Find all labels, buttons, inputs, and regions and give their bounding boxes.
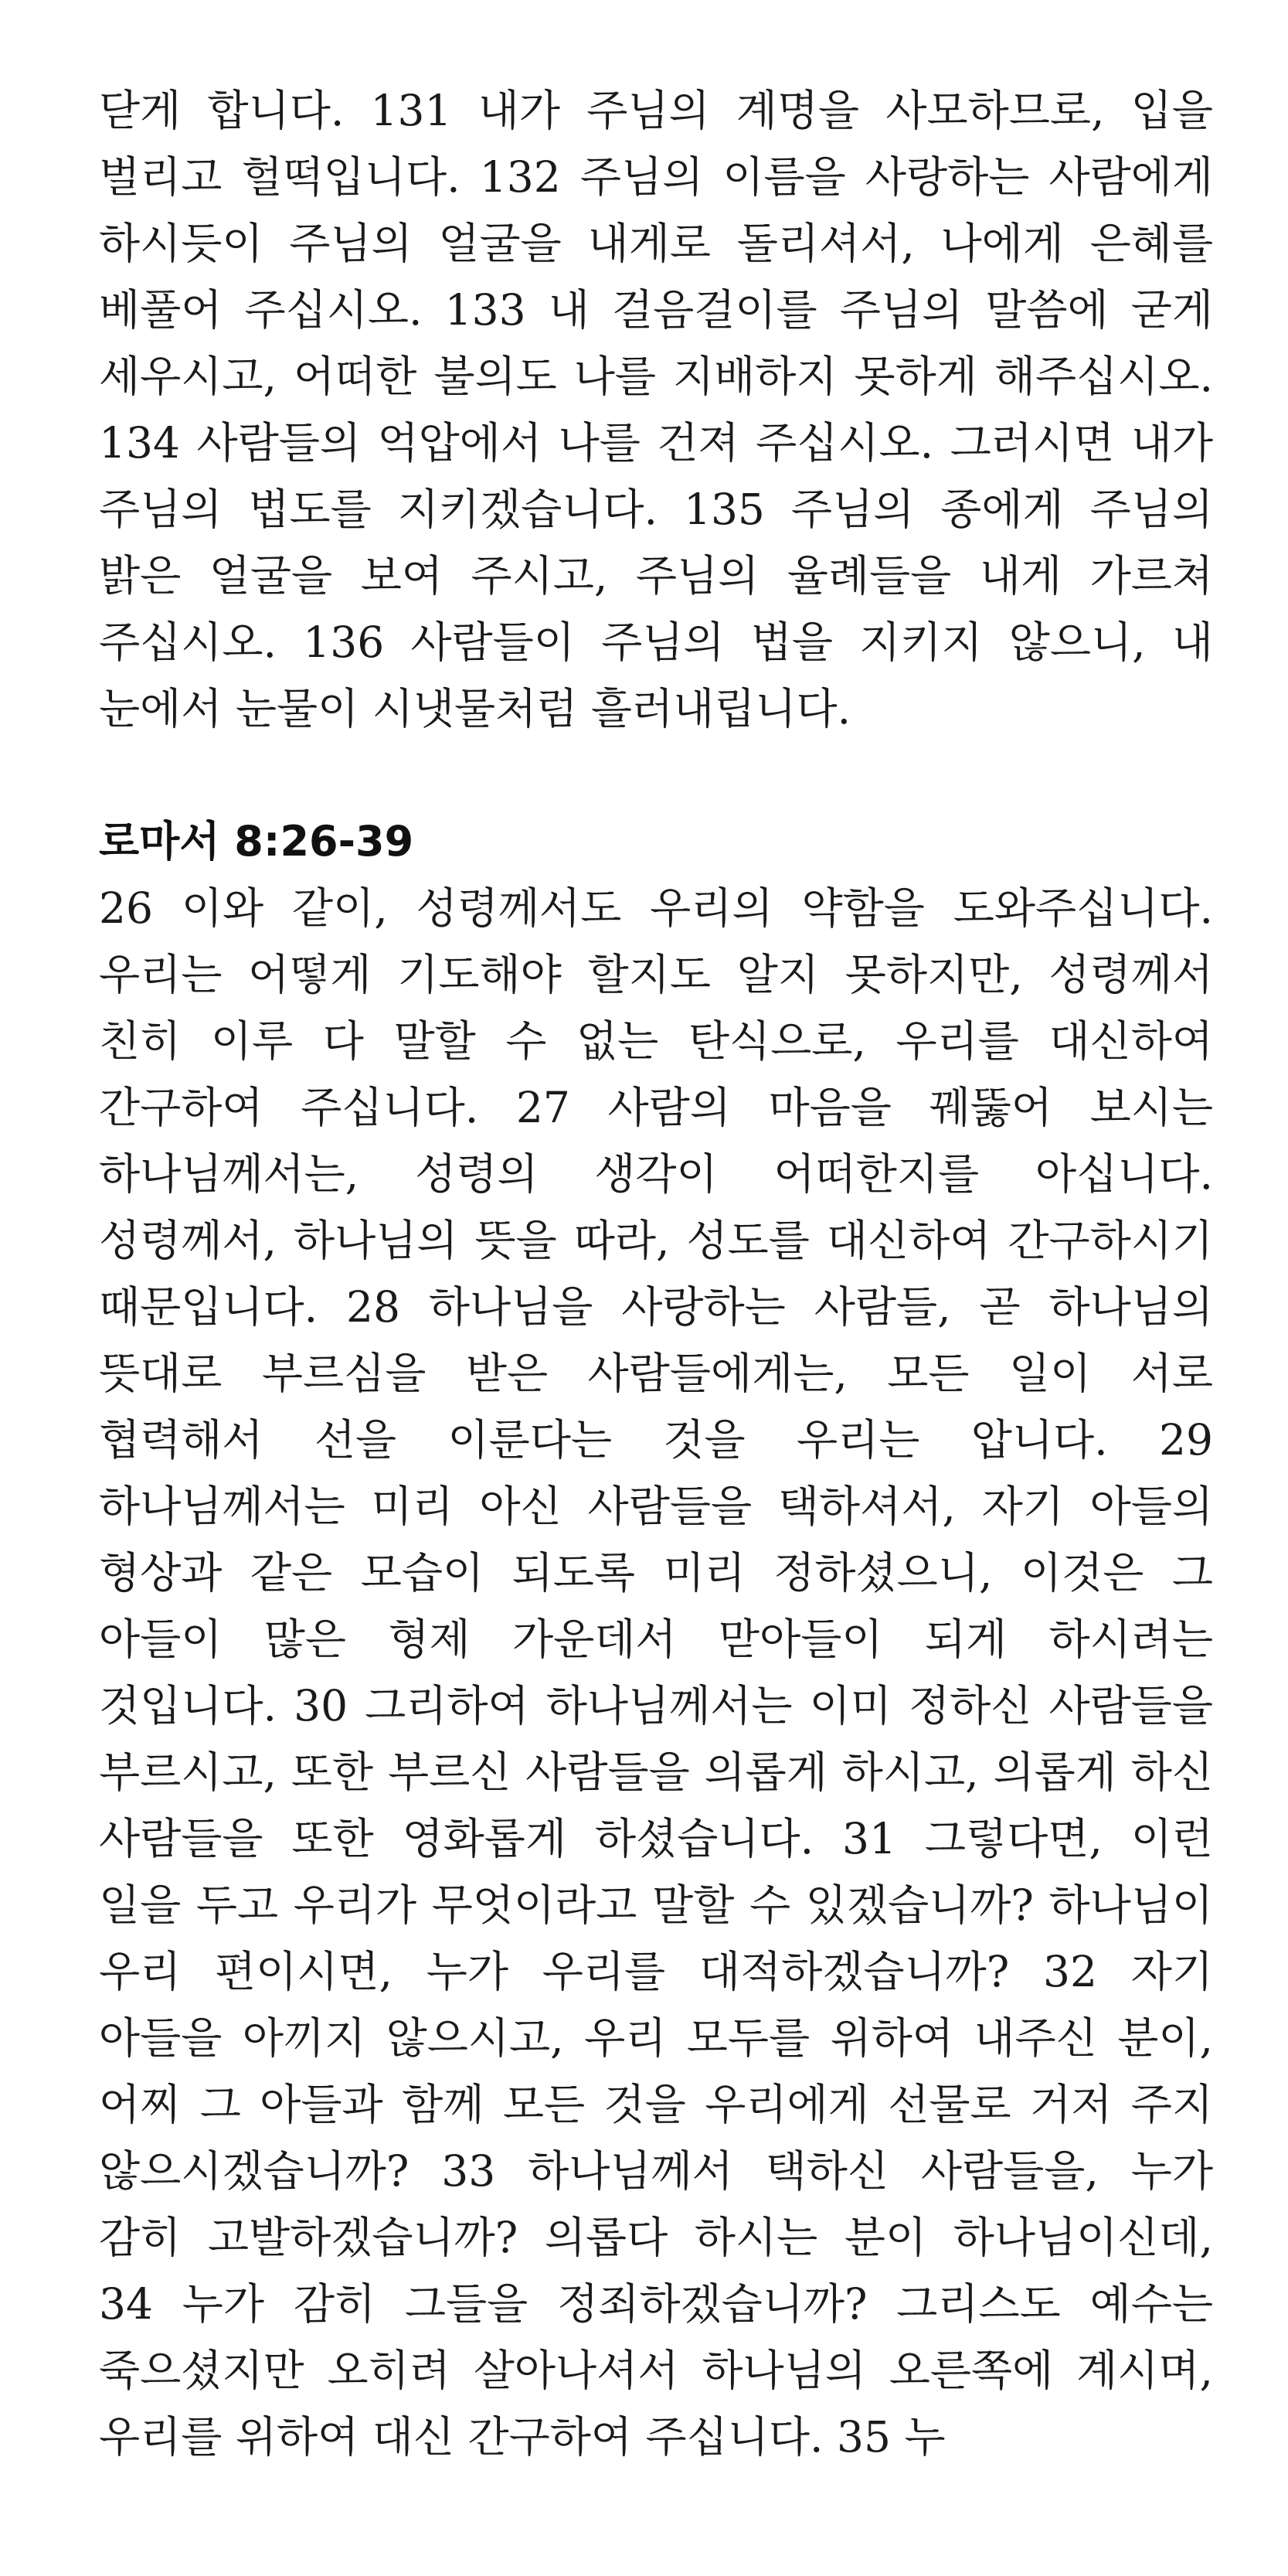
romans-passage-text: 26 이와 같이, 성령께서도 우리의 약함을 도와주십니다. 우리는 어떻게 기도해야 할지도 알지 못하지만, 성령께서 친히 이루 다 말할 수 없는 탄식으로, 우리를 대신하여 간구하여 주십니다. 27 사람의 마음을 꿰뚫어 보시는 하나님께서는, 성령의 생각이 어떠한지를 아십니다. 성령께서, 하나님의 뜻을 따라, 성도를 대신하여 간구하시기 때문입니다. 28 하나님을 사랑하는 사람들, 곧 하나님의 뜻대로 부르심을 받은 사람들에게는, 모든 일이 서로 협력해서 선을 이룬다는 것을 우리는 압니다. 29 하나님께서는 미리 아신 사람들을 택하셔서, 자기 아들의 형상과 같은 모습이 되도록 미리 정하셨으니, 이것은 그 아들이 많은 형제 가운데서 맏아들이 되게 하시려는 것입니다. 30 그리하여 하나님께서는 이미 정하신 사람들을 부르시고, 또한 부르신 사람들을 의롭게 하시고, 의롭게 하신 사람들을 또한 영화롭게 하셨습니다. 31 그렇다면, 이런 일을 두고 우리가 무엇이라고 말할 수 있겠습니까? 하나님이 우리 편이시면, 누가 우리를 대적하겠습니까? 32 자기 아들을 아끼지 않으시고, 우리 모두를 위하여 내주신 분이, 어찌 그 아들과 함께 모든 것을 우리에게 선물로 거저 주지 않으시겠습니까? 33 하나님께서 택하신 사람들을, 누가 감히 고발하겠습니까? 의롭다 하시는 분이 하나님이신데, 34 누가 감히 그들을 정죄하겠습니까? 그리스도 예수는 죽으셨지만 오히려 살아나셔서 하나님의 오른쪽에 계시며, 우리를 위하여 대신 간구하여 주십니다. 35 누 <box>99 883 1213 2462</box>
section-spacer <box>99 742 1213 808</box>
scripture-page <box>99 77 1213 2470</box>
romans-heading: 로마서 8:26-39 <box>99 817 414 866</box>
psalm-passage-text: 닫게 합니다. 131 내가 주님의 계명을 사모하므로, 입을 벌리고 헐떡입니다. 132 주님의 이름을 사랑하는 사람에게 하시듯이 주님의 얼굴을 내게로 돌리셔서, 나에게 은혜를 베풀어 주십시오. 133 내 걸음걸이를 주님의 말씀에 굳게 세우시고, 어떠한 불의도 나를 지배하지 못하게 해주십시오. 134 사람들의 억압에서 나를 건져 주십시오. 그러시면 내가 주님의 법도를 지키겠습니다. 135 주님의 종에게 주님의 밝은 얼굴을 보여 주시고, 주님의 율례들을 내게 가르쳐 주십시오. 136 사람들이 주님의 법을 지키지 않으니, 내 눈에서 눈물이 시냇물처럼 흘러내립니다. <box>99 86 1213 733</box>
